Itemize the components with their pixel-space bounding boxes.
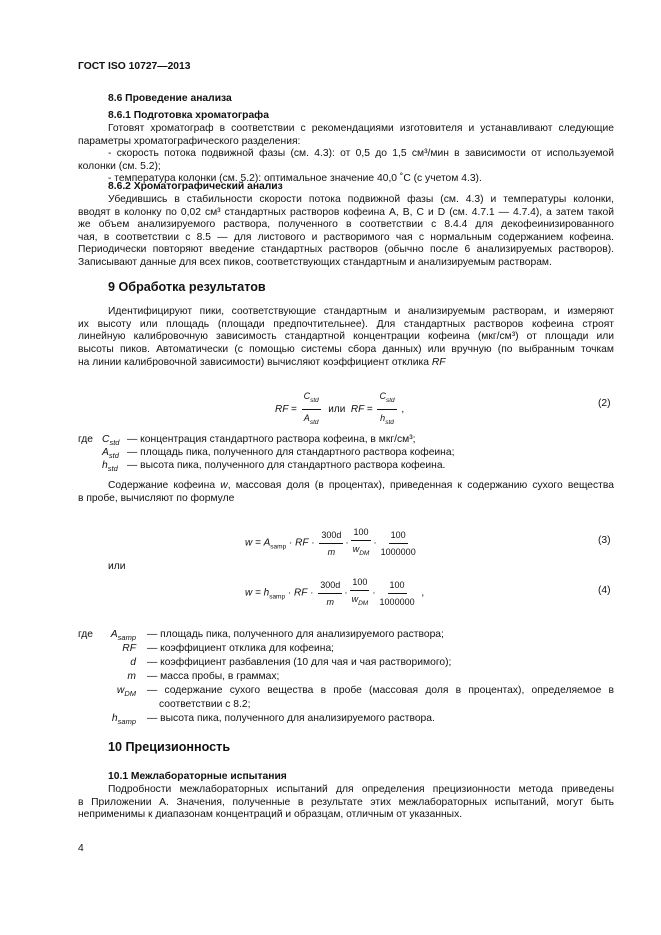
document-header: ГОСТ ISO 10727—2013 bbox=[78, 61, 191, 72]
text-line: же объем анализируемого раствора, полученного в соответствии с 8.4.4 для декофеинизированного bbox=[78, 219, 614, 231]
legend-text: — высота пика, полученного для стандартного раствора кофеина. bbox=[127, 460, 446, 471]
legend-symbol: $h_{samp}$ bbox=[111, 713, 136, 726]
legend-text: — высота пика, полученного для анализируемого раствора. bbox=[147, 713, 435, 724]
rf-symbol: RF bbox=[431, 356, 446, 368]
text-line: их высоту или площадь (площади предпочтительнее). Для стандартных растворов кофеина строят bbox=[78, 318, 614, 330]
text-line: вводят в колонку по 0,02 см³ стандартных растворов кофеина A, B, C и D (см. 4.7.1 — 4.7.4), а затем такой bbox=[78, 206, 614, 218]
text-line: Периодически повторяют введение стандартных растворов (обычно после 6 анализируемых растворов). bbox=[78, 244, 614, 256]
text-line: - температура колонки (см. 5.2): оптимальное значение 40,0 ˚С (с учетом 4.3). bbox=[108, 173, 482, 184]
legend-symbol: $C_{std}$ bbox=[102, 434, 120, 447]
text-line: неприменимы к диапазонам концентраций и образцам, отличным от указанных. bbox=[78, 809, 463, 821]
legend-text: соответствии с 8.2; bbox=[159, 699, 251, 710]
text-line: Идентифицируют пики, соответствующие стандартным и анализируемым растворам, и измеряют bbox=[108, 306, 614, 317]
equation-3: $w = A_{samp}$ · RF · $\frac{300d}{m}$ · $\frac{100}{w_{DM}}$ · $\frac{100}{1000000}$ bbox=[245, 527, 416, 557]
legend-symbol: $h_{std}$ bbox=[102, 460, 118, 473]
text-line: линейную калибровочную зависимость стандартной концентрации кофеина (мкг/см³) от площади или bbox=[78, 331, 614, 343]
content-paragraph-line-2: в пробе, вычисляют по формуле bbox=[78, 493, 235, 504]
legend-symbol: $w_{DM}$ bbox=[116, 685, 136, 698]
section-9-heading: 9 Обработка результатов bbox=[108, 280, 266, 294]
text-line: на линии калибровочной зависимости) вычисляют коэффициент отклика RF bbox=[78, 356, 446, 368]
text-line: колонки (см. 5.2); bbox=[78, 161, 161, 172]
legend-text: — масса пробы, в граммах; bbox=[147, 671, 280, 682]
section-10-heading: 10 Прецизионность bbox=[108, 740, 231, 754]
text-line: параметры хроматографического разделения: bbox=[78, 136, 301, 147]
legend-text: — концентрация стандартного раствора кофеина, в мкг/см³; bbox=[127, 434, 416, 445]
section-8-6-2-heading: 8.6.2 Хроматографический анализ bbox=[108, 181, 283, 192]
or-label: или bbox=[108, 561, 126, 572]
legend-symbol: RF bbox=[122, 643, 136, 654]
content-paragraph-line-1: Содержание кофеина w, массовая доля (в процентах), приведенная к содержанию сухого вещества bbox=[108, 480, 614, 491]
section-8-6-heading: 8.6 Проведение анализа bbox=[108, 93, 232, 104]
section-8-6-1-heading: 8.6.1 Подготовка хроматографа bbox=[108, 110, 269, 121]
page-number: 4 bbox=[78, 843, 84, 854]
text-line: в Приложении А. Значения, полученные в результате этих межлабораторных испытаний, могут быть bbox=[78, 796, 614, 808]
equation-4-number: (4) bbox=[598, 585, 611, 596]
legend-symbol: d bbox=[130, 657, 136, 668]
where-label: где bbox=[78, 629, 94, 640]
text-line: Подробности межлабораторных испытаний для определения прецизионности метода приведены bbox=[108, 784, 614, 795]
text-line: Записывают данные для всех пиков, соответствующих стандартным и анализируемым растворам. bbox=[78, 257, 552, 268]
equation-4: $w = h_{samp}$ · RF · $\frac{300d}{m}$ · $\frac{100}{w_{DM}}$ · $\frac{100}{1000000}$ , bbox=[245, 577, 425, 607]
legend-symbol: m bbox=[127, 671, 136, 682]
equation-3-number: (3) bbox=[598, 535, 611, 546]
text-line: Готовят хроматограф в соответствии с рекомендациями изготовителя и устанавливают следующие bbox=[108, 123, 614, 134]
legend-text: — коэффициент разбавления (10 для чая и чая растворимого); bbox=[147, 657, 452, 668]
legend-text: — площадь пика, полученного для стандартного раствора кофеина; bbox=[127, 447, 455, 458]
text-line: - скорость потока подвижной фазы (см. 4.3): от 0,5 до 1,5 см³/мин в зависимости от используемой bbox=[108, 148, 614, 159]
where-label: где bbox=[78, 434, 94, 445]
text-line: чая, в соответствии с 8.5 — для листового и растворимого чая с нормальным содержанием кофеина. bbox=[78, 231, 614, 243]
text-line: Убедившись в стабильности скорости потока подвижной фазы (см. 4.3) и температуры колонки, bbox=[108, 194, 614, 205]
legend-text: — содержание сухого вещества в пробе (массовая доля в процентах), определяемое в bbox=[147, 685, 614, 696]
legend-text: — площадь пика, полученного для анализируемого раствора; bbox=[147, 629, 444, 640]
legend-symbol: $A_{std}$ bbox=[102, 447, 119, 460]
legend-symbol: $A_{samp}$ bbox=[110, 629, 136, 642]
equation-2-number: (2) bbox=[598, 398, 611, 409]
section-10-1-heading: 10.1 Межлабораторные испытания bbox=[108, 771, 287, 782]
legend-text: — коэффициент отклика для кофеина; bbox=[147, 643, 335, 654]
equation-2: RF = $\frac{C_{std}}{A_{std}}$ или RF = $\frac{C_{std}}{h_{std}}$ , bbox=[275, 391, 405, 426]
text-line: высоты пиков. Автоматически (с помощью системы сбора данных) или вручную (по выбранным точкам bbox=[78, 344, 614, 356]
